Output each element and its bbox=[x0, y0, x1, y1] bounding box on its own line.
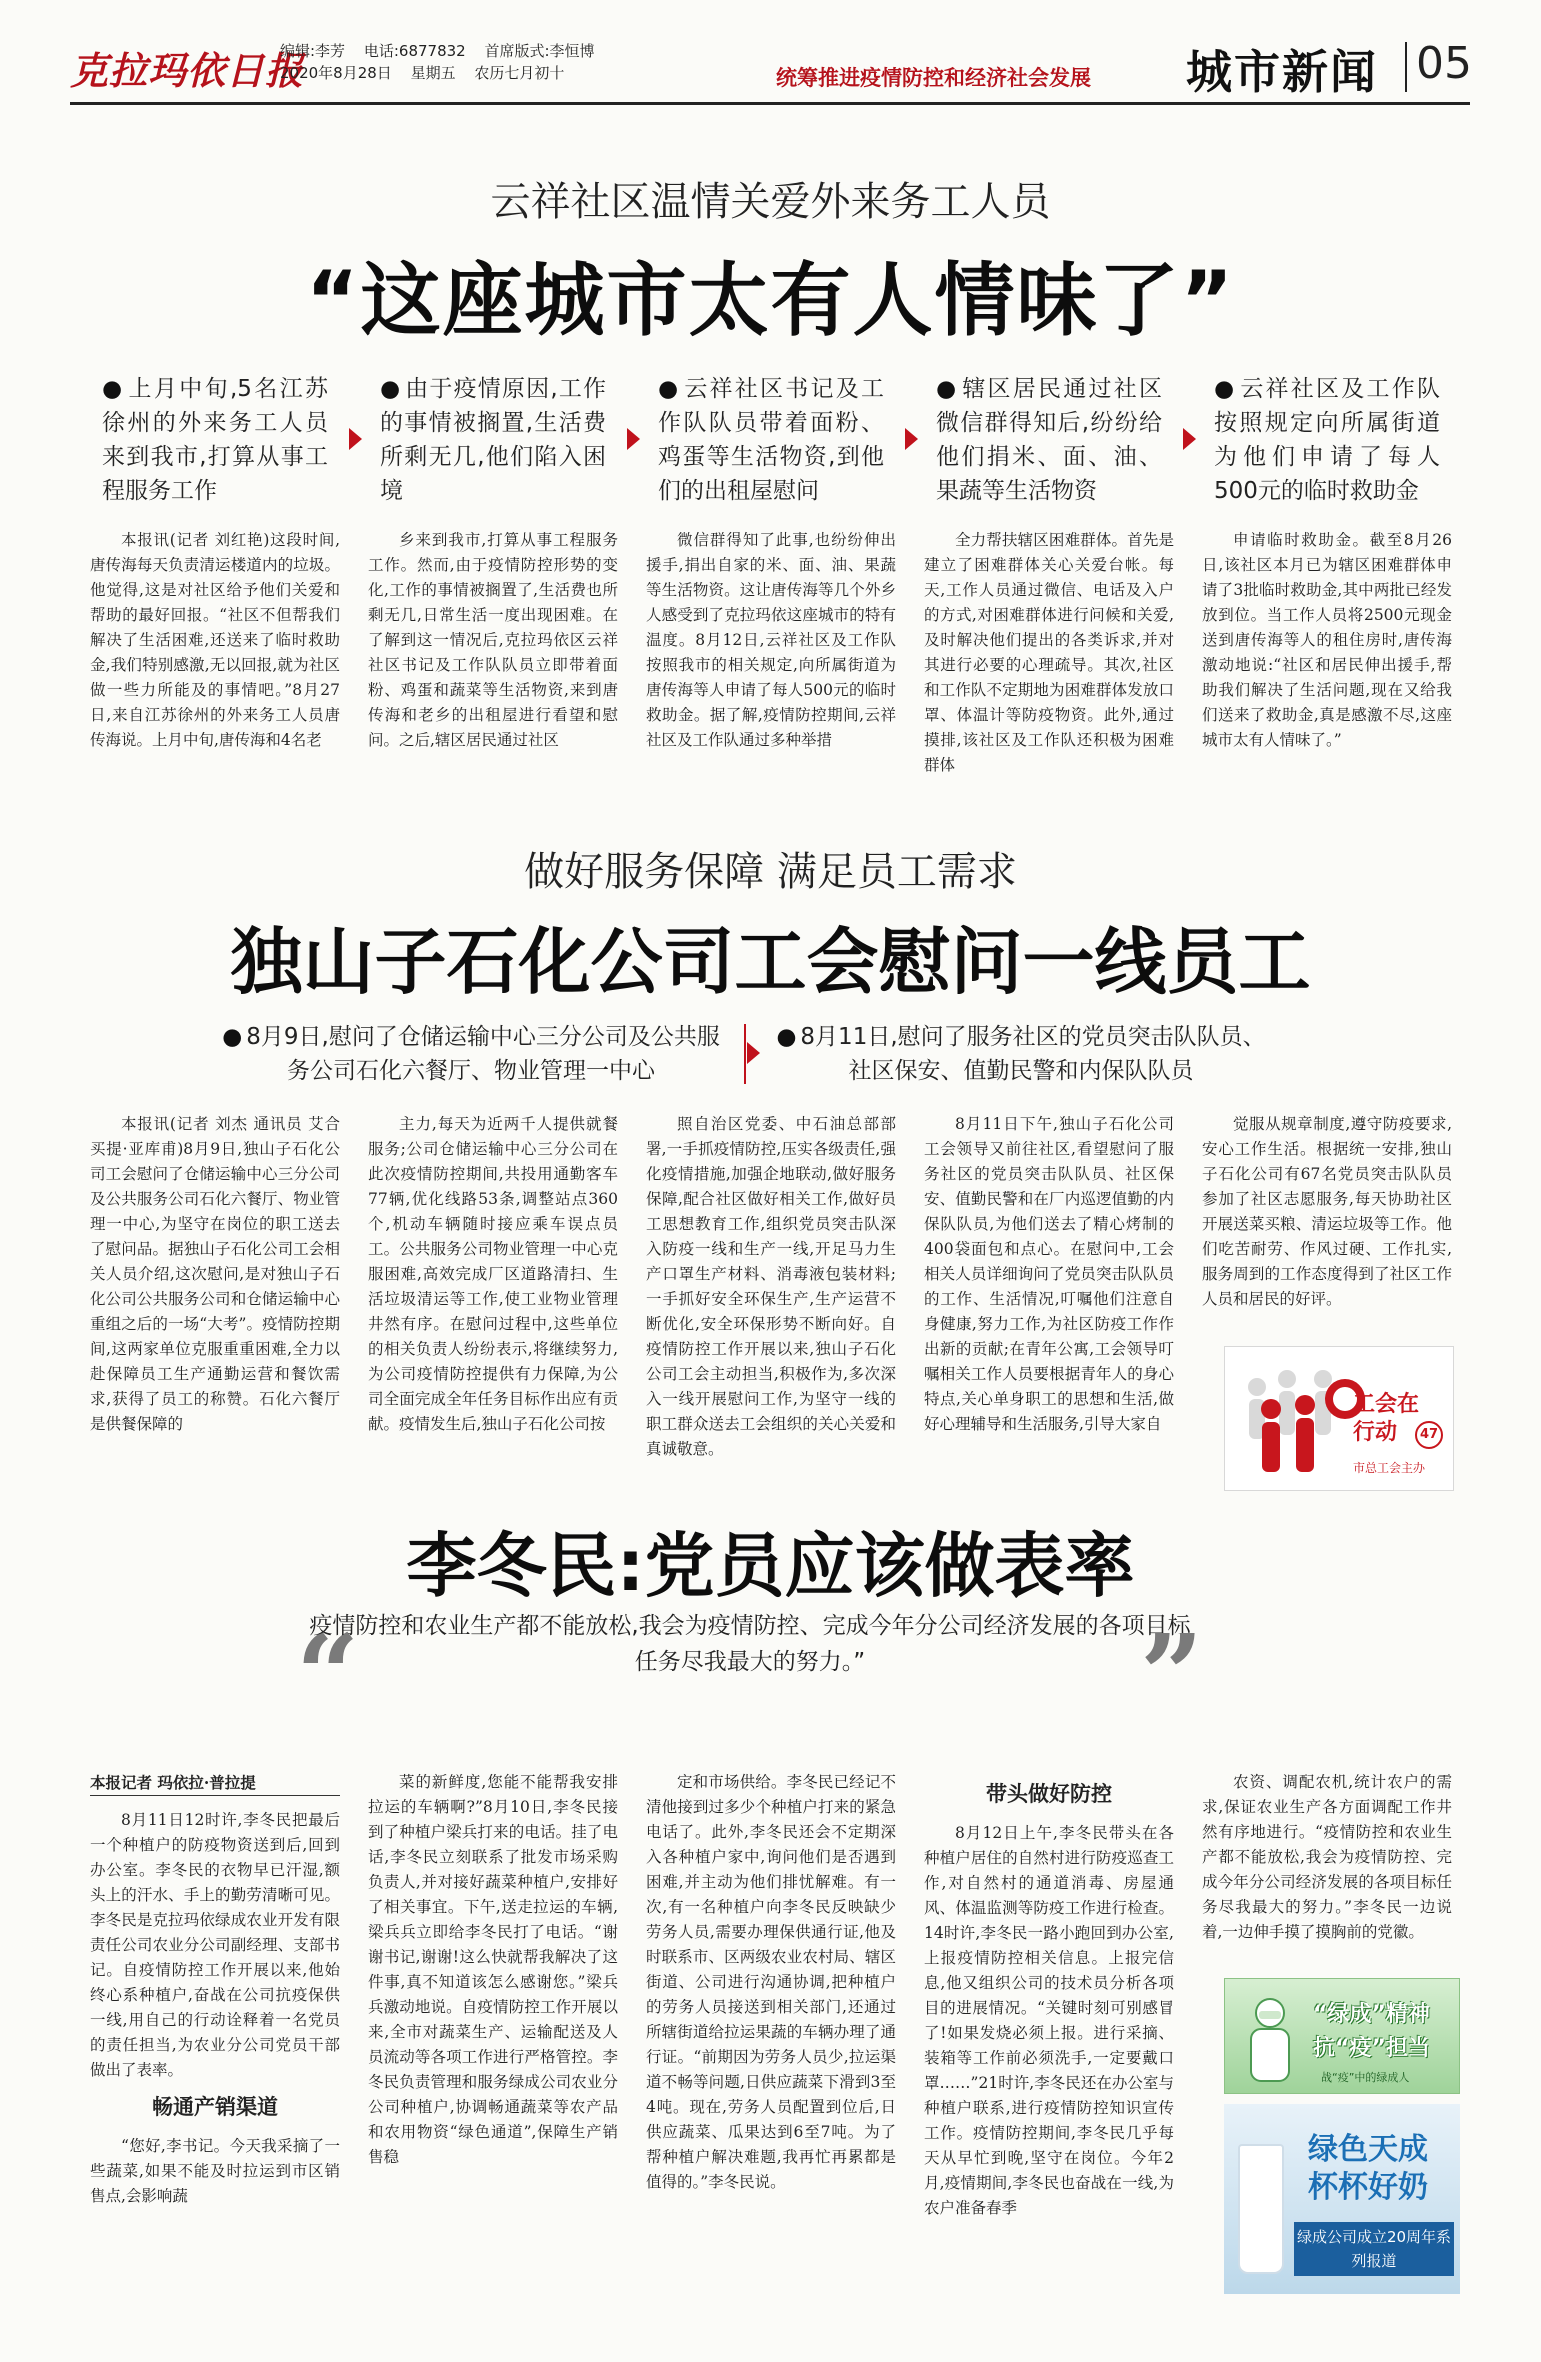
weekday: 星期五 bbox=[410, 64, 456, 82]
lead-text: 由于疫情原因,工作的事情被搁置,生活费所剩无几,他们陷入困境 bbox=[380, 376, 606, 504]
masthead-rule bbox=[70, 102, 1470, 105]
close-quote-icon: ” bbox=[1140, 1610, 1204, 1739]
ad-line: 抗“疫”担当 bbox=[1313, 2036, 1430, 2061]
article2-column bbox=[632, 1112, 910, 1498]
pull-quote: 疫情防控和农业生产都不能放松,我会为疫情防控、完成今年分公司经济发展的各项目标任务尽我最大的努力。” bbox=[309, 1613, 1191, 1675]
masthead bbox=[70, 34, 1470, 104]
paragraph: 主力,每天为近两千人提供就餐服务;公司仓储运输中心三分公司在此次疫情防控期间,共投用通勤客车77辆,优化线路53条,调整站点360个,机动车辆随时接应乘车误点员工。公共服务公司物业管理一中心克服困难,高效完成厂区道路清扫、生活垃圾清运等工作,使工业物业管理井然有序。在慰问过程中,这些单位的相关负责人纷纷表示,将继续努力,为公司疫情防控提供有力保障,为公司全面完成全年任务目标作出应有贡献。疫情发生后,独山子石化公司按 bbox=[368, 1115, 618, 1433]
union-action-badge bbox=[1224, 1346, 1454, 1491]
paragraph: 定和市场供给。李冬民已经记不清他接到过多少个种植户打来的紧急电话了。此外,李冬民还会不定期深入各种植户家中,询问他们是否遇到困难,并主动为他们排忧解难。有一次,有一名种植户向李冬民反映缺少劳务人员,需要办理保供通行证,他及时联系市、区两级农业农村局、辖区街道、公司进行沟通协调,把种植户的劳务人员接送到相关部门,还通过所辖街道给拉运果蔬的车辆办理了通行证。“前期因为劳务人员少,拉运渠道不畅等问题,日供应蔬菜下滑到3至4吨。现在,劳务人员配置到位后,日供应蔬菜、瓜果达到6至7吨。为了帮种植户解决难题,我再忙再累都是值得的。”李冬民说。 bbox=[646, 1773, 896, 2191]
medical-worker-icon bbox=[1237, 1993, 1303, 2085]
article3-headline: 李冬民:党员应该做表率 bbox=[406, 1525, 1135, 1607]
green-spirit-ad bbox=[1224, 1978, 1460, 2094]
col-content bbox=[646, 1770, 896, 2195]
paper-logo: 克拉玛依日报 bbox=[70, 48, 305, 93]
lead-text: 云祥社区书记及工作队队员带着面粉、鸡蛋等生活物资,到他们的出租屋慰问 bbox=[658, 376, 884, 504]
lead-text: 8月9日,慰问了仓储运输中心三分公司及公共服务公司石化六餐厅、物业管理一中心 bbox=[246, 1024, 720, 1084]
article3-column bbox=[910, 1770, 1188, 2330]
paragraph: 乡来到我市,打算从事工程服务工作。然而,由于疫情防控形势的变化,工作的事情被搁置了,生活费也所剩无几,日常生活一度出现困难。在了解到这一情况后,克拉玛依区云祥社区书记及工作队队员立即带着面粉、鸡蛋和蔬菜等生活物资,来到唐传海和老乡的出租屋进行看望和慰问。之后,辖区居民通过社区 bbox=[368, 531, 618, 749]
article1-column bbox=[76, 528, 354, 800]
issue-date: 2020年8月28日 bbox=[280, 64, 392, 82]
ad-line: 绿成公司成立20周年系列报道 bbox=[1294, 2222, 1454, 2276]
article1-kicker: 云祥社区温情关爱外来务工人员 bbox=[490, 179, 1051, 225]
masthead-info bbox=[280, 40, 609, 84]
article1-column bbox=[354, 528, 632, 800]
union-badge-title bbox=[1353, 1391, 1419, 1447]
article2-headline: 独山子石化公司工会慰问一线员工 bbox=[230, 920, 1311, 1004]
lead-item bbox=[1188, 372, 1466, 508]
lead-text: 上月中旬,5名江苏徐州的外来务工人员来到我市,打算从事工程服务工作 bbox=[102, 376, 328, 504]
lead-text: 云祥社区及工作队按照规定向所属街道为他们申请了每人500元的临时救助金 bbox=[1214, 376, 1440, 504]
paragraph: 8月11日下午,独山子石化公司工会领导又前往社区,看望慰问了服务社区的党员突击队队员、社区保安、值勤民警和在厂内巡逻值勤的内保队队员,为他们送去了精心烤制的400袋面包和点心。在慰问中,工会相关人员详细询问了党员突击队队员的工作、生活情况,叮嘱他们注意自身健康,努力工作,为社区防疫工作作出新的贡献;在青年公寓,工会领导叮嘱相关工作人员要根据青年人的身心特点,关心单身职工的思想和生活,做好心理辅导和生活服务,引导大家自 bbox=[924, 1115, 1174, 1433]
ad-line: 杯杯好奶 bbox=[1308, 2170, 1428, 2205]
paragraph: “您好,李书记。今天我采摘了一些蔬菜,如果不能及时拉运到市区销售点,会影响蔬 bbox=[90, 2137, 340, 2205]
lead-item bbox=[910, 372, 1188, 508]
badge-host: 市总工会主办 bbox=[1353, 1461, 1426, 1475]
article3-column bbox=[1188, 1770, 1466, 1970]
article3-column bbox=[632, 1770, 910, 2330]
article1-body bbox=[76, 528, 1466, 800]
badge-number: 47 bbox=[1415, 1421, 1443, 1449]
badge-line: 行动 bbox=[1353, 1420, 1398, 1445]
lead-text: 辖区居民通过社区微信群得知后,纷纷给他们捐米、面、油、果蔬等生活物资 bbox=[936, 376, 1162, 504]
paragraph: 申请临时救助金。截至8月26日,该社区本月已为辖区困难群体申请了3批临时救助金,其中两批已经发放到位。当工作人员将2500元现金送到唐传海等人的租住房时,唐传海激动地说:“社区和居民伸出援手,帮助我们解决了生活问题,现在又给我们送来了救助金,真是感激不尽,这座城市太有人情味了。” bbox=[1202, 531, 1452, 749]
milk-ad bbox=[1224, 2104, 1460, 2294]
lead-text: 8月11日,慰问了服务社区的党员突击队队员、社区保安、值勤民警和内保队队员 bbox=[800, 1024, 1266, 1084]
article1-column bbox=[910, 528, 1188, 800]
article1-column bbox=[1188, 528, 1466, 800]
ad-line: “绿成”精神 bbox=[1313, 2002, 1430, 2027]
subhead: 带头做好防控 bbox=[986, 1782, 1112, 1806]
article2-kicker: 做好服务保障 满足员工需求 bbox=[524, 849, 1017, 895]
article1-leads bbox=[76, 372, 1466, 508]
paragraph: 8月12日上午,李冬民带头在各种植户居住的自然村进行防疫巡查工作,对自然村的通道消毒、房屋通风、体温监测等防疫工作进行检查。14时许,李冬民一路小跑回到办公室,上报疫情防控相关信息。上报完信息,他又组织公司的技术员分析各项目的进展情况。“关键时刻可别感冒了!如果发烧必须上报。进行采摘、装箱等工作前必须洗手,一定要戴口罩……”21时许,李冬民还在办公室与种植户联系,进行疫情防控知识宣传工作。疫情防控期间,李冬民几乎每天从早忙到晚,坚守在岗位。今年2月,疫情期间,李冬民也奋战在一线,为农户准备春季 bbox=[924, 1824, 1174, 2217]
ad-line: 绿色天成 bbox=[1308, 2132, 1428, 2167]
article2-leads bbox=[196, 1020, 1296, 1088]
paragraph: 8月11日12时许,李冬民把最后一个种植户的防疫物资送到后,回到办公室。李冬民的衣物早已汗湿,额头上的汗水、手上的勤劳清晰可见。李冬民是克拉玛依绿成农业开发有限责任公司农业分公司副经理、支部书记。自疫情防控工作开展以来,他始终心系种植户,奋战在公司抗疫保供一线,用自己的行动诠释着一名党员的责任担当,为农业分公司党员干部做出了表率。 bbox=[90, 1811, 340, 2079]
article2-column bbox=[354, 1112, 632, 1498]
open-quote-icon: “ bbox=[296, 1610, 360, 1739]
lead-item bbox=[76, 372, 354, 508]
lead-item bbox=[354, 372, 632, 508]
article1-headline: “这座城市太有人情味了” bbox=[305, 254, 1236, 347]
paragraph: 菜的新鲜度,您能不能帮我安排拉运的车辆啊?”8月10日,李冬民接到了种植户梁兵打来的电话。挂了电话,李冬民立刻联系了批发市场采购负责人,并对接好蔬菜种植户,安排好了相关事宜。下午,送走拉运的车辆,梁兵兵立即给李冬民打了电话。“谢谢书记,谢谢!这么快就帮我解决了这件事,真不知道该怎么感谢您。”梁兵兵激动地说。自疫情防控工作开展以来,全市对蔬菜生产、运输配送及人员流动等各项工作进行严格管控。李冬民负责管理和服务绿成公司农业分公司种植户,协调畅通蔬菜等农产品和农用物资“绿色通道”,保障生产销售稳 bbox=[368, 1773, 618, 2166]
paragraph: 照自治区党委、中石油总部部署,一手抓疫情防控,压实各级责任,强化疫情措施,加强企地联动,做好服务保障,配合社区做好相关工作,做好员工思想教育工作,组织党员突击队深入防疫一线和生产一线,开足马力生产口罩生产材料、消毒液包装材料;一手抓好安全环保生产,生产运营不断优化,安全环保形势不断向好。自疫情防控工作开展以来,独山子石化公司工会主动担当,积极作为,多次深入一线开展慰问工作,为坚守一线的职工群众送去工会组织的关心关爱和真诚敬意。 bbox=[646, 1115, 896, 1458]
paragraph: 农资、调配农机,统计农户的需求,保证农业生产各方面调配工作井然有序地进行。“疫情防控和农业生产都不能放松,我会为疫情防控、完成今年分公司经济发展的各项目标任务尽我最大的努力。”李冬民一边说着,一边伸手摸了摸胸前的党徽。 bbox=[1202, 1773, 1452, 1941]
badge-line: 工会在 bbox=[1353, 1392, 1420, 1417]
milk-glass-icon bbox=[1238, 2144, 1284, 2274]
article3-column bbox=[76, 1770, 354, 2330]
ad-line: 战“疫”中的绿成人 bbox=[1321, 2071, 1410, 2084]
phone: 电话:6877832 bbox=[363, 42, 466, 60]
subhead: 畅通产销渠道 bbox=[152, 2095, 278, 2119]
designer: 首席版式:李恒博 bbox=[484, 42, 595, 60]
paragraph: 本报讯(记者 刘红艳)这段时间,唐传海每天负责清运楼道内的垃圾。他觉得,这是对社区给予他们关爱和帮助的最好回报。“社区不但帮我们解决了生活困难,还送来了临时救助金,我们特别感激,无以回报,就为社区做一些力所能及的事情吧。”8月27日,来自江苏徐州的外来务工人员唐传海说。上月中旬,唐传海和4名老 bbox=[90, 531, 340, 749]
article2-column bbox=[76, 1112, 354, 1498]
byline: 本报记者 玛依拉·普拉提 bbox=[90, 1770, 340, 1796]
paragraph: 微信群得知了此事,也纷纷伸出援手,捐出自家的米、面、油、果蔬等生活物资。这让唐传海等几个外乡人感受到了克拉玛依这座城市的特有温度。8月12日,云祥社区及工作队按照我市的相关规定,向所属街道为唐传海等人申请了每人500元的临时救助金。据了解,疫情防控期间,云祥社区及工作队通过多种举措 bbox=[646, 531, 896, 749]
lead-item bbox=[746, 1020, 1296, 1088]
article1-column bbox=[632, 528, 910, 800]
col-content bbox=[924, 1782, 1174, 2221]
masthead-slogan: 统筹推进疫情防控和经济社会发展 bbox=[776, 66, 1091, 90]
masthead-divider bbox=[1405, 42, 1407, 92]
lead-item bbox=[632, 372, 910, 508]
section-title: 城市新闻 bbox=[1186, 45, 1378, 99]
article2-column bbox=[1188, 1112, 1466, 1342]
editor: 编辑:李芳 bbox=[280, 42, 346, 60]
page-number: 05 bbox=[1416, 38, 1472, 89]
lead-item bbox=[196, 1020, 746, 1088]
lunar-date: 农历七月初十 bbox=[474, 64, 565, 82]
article2-column bbox=[910, 1112, 1188, 1498]
col-content bbox=[90, 1808, 340, 2209]
paragraph: 觉服从规章制度,遵守防疫要求,安心工作生活。根据统一安排,独山子石化公司有67名党员突击队队员参加了社区志愿服务,每天协助社区开展送菜买粮、清运垃圾等工作。他们吃苦耐劳、作风过硬、工作扎实,服务周到的工作态度得到了社区工作人员和居民的好评。 bbox=[1202, 1115, 1452, 1308]
article3-column bbox=[354, 1770, 632, 2330]
col-content bbox=[1202, 1770, 1452, 1945]
col-content bbox=[368, 1770, 618, 2170]
paragraph: 全力帮扶辖区困难群体。首先是建立了困难群体关心关爱台帐。每天,工作人员通过微信、电话及入户的方式,对困难群体进行问候和关爱,及时解决他们提出的各类诉求,并对其进行必要的心理疏导。其次,社区和工作队不定期地为困难群体发放口罩、体温计等防疫物资。此外,通过摸排,该社区及工作队还积极为困难群体 bbox=[924, 531, 1174, 774]
paragraph: 本报讯(记者 刘杰 通讯员 艾合买提·亚库甫)8月9日,独山子石化公司工会慰问了仓储运输中心三分公司及公共服务公司石化六餐厅、物业管理一中心,为坚守在岗位的职工送去了慰问品。据独山子石化公司工会相关人员介绍,这次慰问,是对独山子石化公司公共服务公司和仓储运输中心重组之后的一场“大考”。疫情防控期间,这两家单位克服重重困难,全力以赴保障员工生产通勤运营和餐饮需求,获得了员工的称赞。石化六餐厅是供餐保障的 bbox=[90, 1115, 340, 1433]
